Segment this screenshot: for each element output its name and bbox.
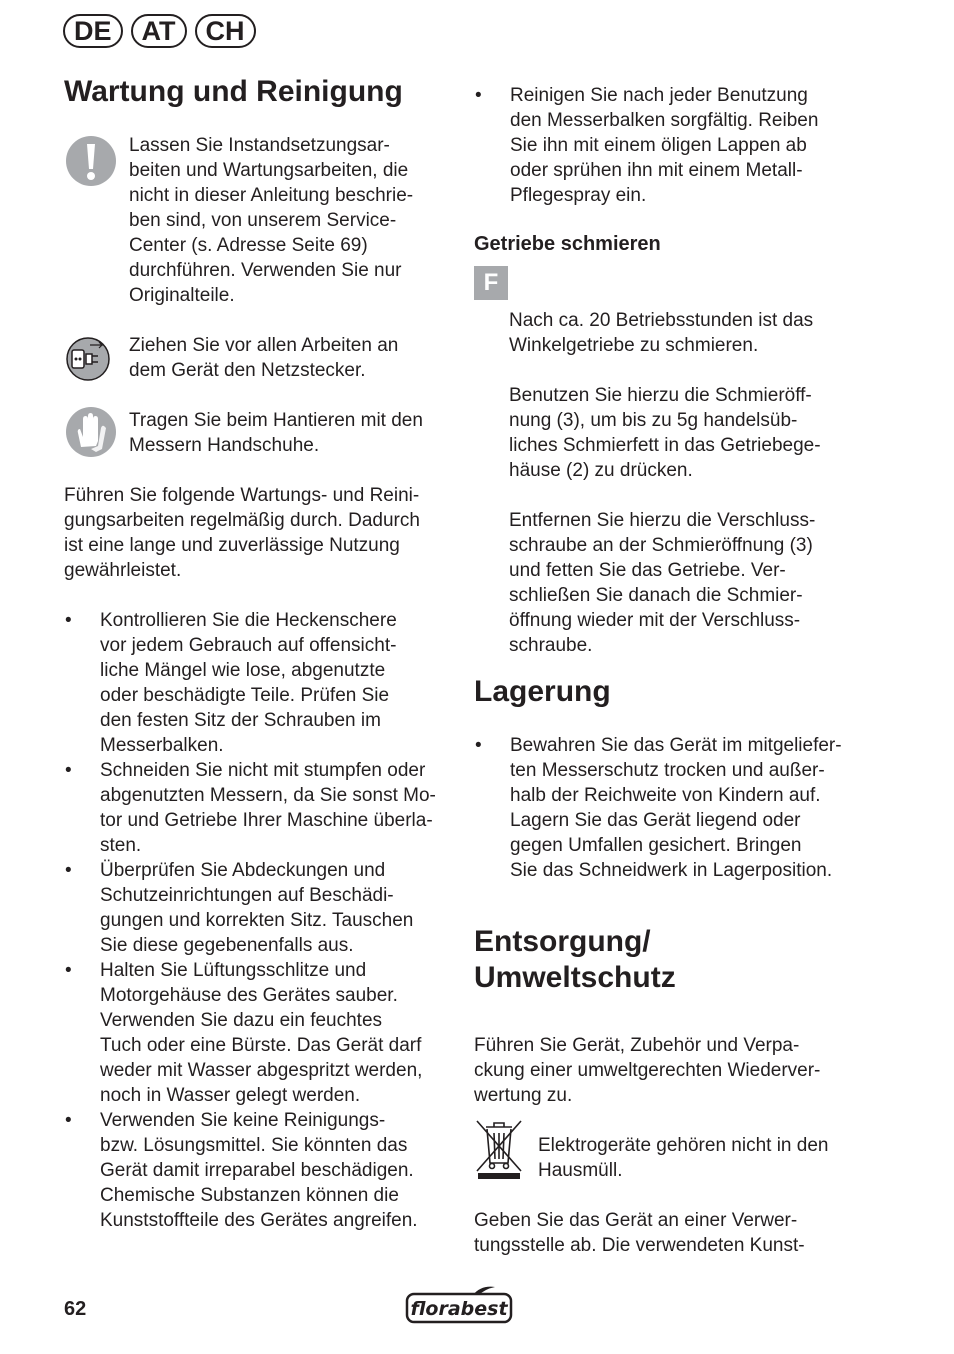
disposal-paragraph-2: Geben Sie das Gerät an einer Verwer- tungsstelle ab. Die verwendeten Kunst- <box>474 1210 805 1256</box>
section-title-maintenance: Wartung und Reinigung <box>64 75 403 108</box>
gear-lubrication-heading: Getriebe schmieren <box>474 233 661 255</box>
gear-paragraph-1: Nach ca. 20 Betriebsstunden ist das Winkelgetriebe zu schmieren. <box>509 310 814 356</box>
maintenance-list <box>64 608 464 1233</box>
warning-exclamation-icon <box>66 136 116 186</box>
list-item: • Verwenden Sie keine Reinigungs- bzw. Lösungsmittel. Sie könnten das Gerät damit irreparabel beschädigen. Chemische Substanzen können die Kunststoffteile des Gerätes angreifen. <box>64 1108 464 1233</box>
section-title-disposal: Entsorgung/ Umweltschutz <box>474 925 676 994</box>
badge-at: AT <box>131 14 187 48</box>
gear-paragraph-2: Benutzen Sie hierzu die Schmieröff- nung (3), um bis zu 5g handelsüb- liches Schmierfett in das Getriebege- häuse (2) zu drücken. <box>509 385 821 481</box>
list-item: • Überprüfen Sie Abdeckungen und Schutzeinrichtungen auf Beschädi- gungen und korrekten Sitz. Tauschen Sie diese gegebenenfalls aus. <box>64 858 464 958</box>
list-item: • Schneiden Sie nicht mit stumpfen oder abgenutzten Messern, da Sie sonst Mo- tor und Getriebe Ihrer Maschine überla- sten. <box>64 758 464 858</box>
cleaning-list <box>474 83 874 208</box>
badge-ch: CH <box>195 14 256 48</box>
gloves-icon <box>66 407 116 457</box>
badge-de: DE <box>63 14 123 48</box>
page-number: 62 <box>64 1298 87 1320</box>
list-item: • Reinigen Sie nach jeder Benutzung den Messerbalken sorgfältig. Reiben Sie ihn mit einem öligen Lappen ab oder sprühen ihn mit einem Metall- Pflegespray ein. <box>474 83 874 208</box>
disposal-paragraph-1: Führen Sie Gerät, Zubehör und Verpa- ckung einer umweltgerechten Wiederver- wertung zu. <box>474 1035 821 1106</box>
list-item: • Halten Sie Lüftungsschlitze und Motorgehäuse des Gerätes sauber. Verwenden Sie dazu ein feuchtes Tuch oder eine Bürste. Das Gerät darf weder mit Wasser abgespritzt werden, noch in Wasser gelegt werden. <box>64 958 464 1108</box>
svg-text:florabest: florabest <box>410 1298 508 1320</box>
country-badges <box>63 14 256 48</box>
figure-f-label: F <box>474 266 508 300</box>
section-title-storage: Lagerung <box>474 675 611 708</box>
weee-text: Elektrogeräte gehören nicht in den Hausmüll. <box>538 1135 829 1181</box>
gear-paragraph-3: Entfernen Sie hierzu die Verschluss- schraube an der Schmieröffnung (3) und fetten Sie das Getriebe. Ver- schließen Sie danach die Schmier- öffnung wieder mit der Verschluss- schraube. <box>509 510 816 656</box>
list-item: • Kontrollieren Sie die Heckenschere vor jedem Gebrauch auf offensicht- liche Mängel wie lose, abgenutzte oder beschädigte Teile. Prüfen Sie den festen Sitz der Schrauben im Messerbalken. <box>64 608 464 758</box>
unplug-text: Ziehen Sie vor allen Arbeiten an dem Gerät den Netzstecker. <box>129 335 399 381</box>
list-item: • Bewahren Sie das Gerät im mitgeliefer- ten Messerschutz trocken und außer- halb der Reichweite von Kindern auf. Lagern Sie das Gerät liegend oder gegen Umfallen gesichert. Bringen Sie das Schneidwerk in Lagerposition. <box>474 733 874 883</box>
gloves-text: Tragen Sie beim Hantieren mit den Messern Handschuhe. <box>129 410 423 456</box>
florabest-logo <box>405 1286 513 1324</box>
unplug-icon <box>66 337 110 381</box>
storage-list <box>474 733 874 883</box>
crossed-bin-icon <box>474 1117 524 1181</box>
maintenance-intro: Führen Sie folgende Wartungs- und Reini- gungsarbeiten regelmäßig durch. Dadurch ist eine lange und zuverlässige Nutzung gewährleistet. <box>64 485 420 581</box>
warning-text: Lassen Sie Instandsetzungsar- beiten und Wartungsarbeiten, die nicht in dieser Anleitung beschrie- ben sind, von unserem Service- Center (s. Adresse Seite 69) durchführen. Verwenden Sie nur Originalteile. <box>129 135 414 306</box>
